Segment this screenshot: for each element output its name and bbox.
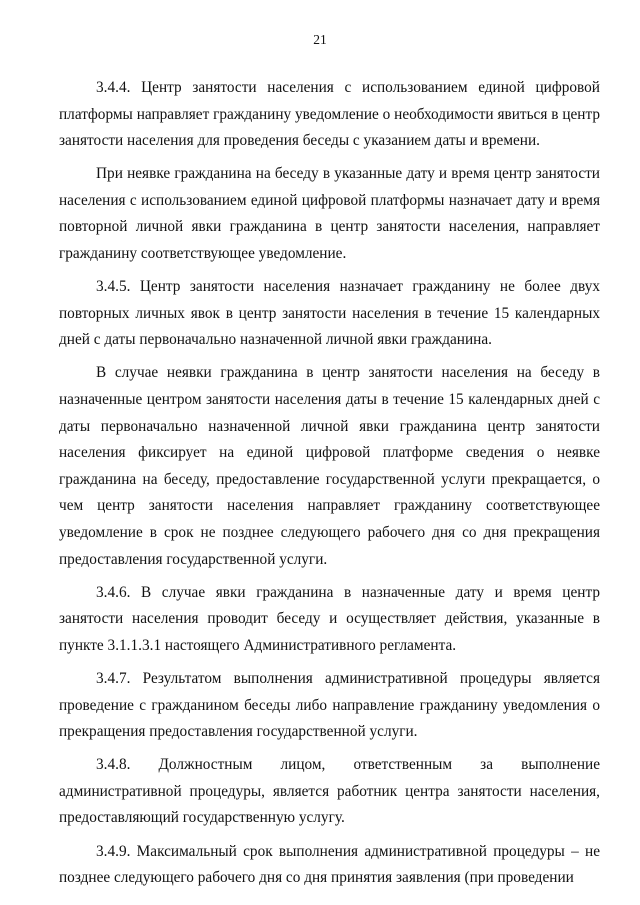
- paragraph-3-4-6: 3.4.6. В случае явки гражданина в назначенные дату и время центр занятости населения проводит беседу и осуществляет действия, указанные в пункте 3.1.1.3.1 настоящего Административного регламента.: [59, 583, 600, 654]
- paragraph-non-attendance: В случае неявки гражданина в центр занятости населения на беседу в назначенные центром занятости населения даты в течение 15 календарных дней с даты первоначально назначенной личной явки гражданина центр занятости населения фиксирует на единой цифровой платформе сведения о неявке гражданина на беседу, предоставление государственной услуги прекращается, о чем центр занятости населения направляет гражданину соответствующее уведомление в срок не позднее следующего рабочего дня со дня прекращения предоставления государственной услуги.: [59, 364, 600, 568]
- paragraph-3-4-9: 3.4.9. Максимальный срок выполнения административной процедуры – не позднее следующего рабочего дня со дня принятия заявления (при проведении: [59, 842, 600, 887]
- paragraph-3-4-4: 3.4.4. Центр занятости населения с использованием единой цифровой платформы направляет гражданину уведомление о необходимости явиться в центр занятости населения для проведения беседы с указанием даты и времени.: [59, 79, 600, 150]
- page-number: 21: [313, 32, 327, 47]
- paragraph-3-4-8: 3.4.8. Должностным лицом, ответственным за выполнение административной процедуры, является работник центра занятости населения, предоставляющий государственную услугу.: [59, 756, 600, 827]
- paragraph-3-4-5: 3.4.5. Центр занятости населения назначает гражданину не более двух повторных личных явок в центр занятости населения в течение 15 календарных дней с даты первоначально назначенной личной явки гражданина.: [59, 278, 600, 349]
- paragraph-repeat-visit: При неявке гражданина на беседу в указанные дату и время центр занятости населения с использованием единой цифровой платформы назначает дату и время повторной личной явки гражданина в центр занятости населения, направляет гражданину соответствующее уведомление.: [59, 165, 600, 263]
- paragraph-3-4-7: 3.4.7. Результатом выполнения административной процедуры является проведение с гражданином беседы либо направление гражданину уведомления о прекращения предоставления государственной услуги.: [59, 669, 600, 741]
- document-body: [59, 75, 600, 892]
